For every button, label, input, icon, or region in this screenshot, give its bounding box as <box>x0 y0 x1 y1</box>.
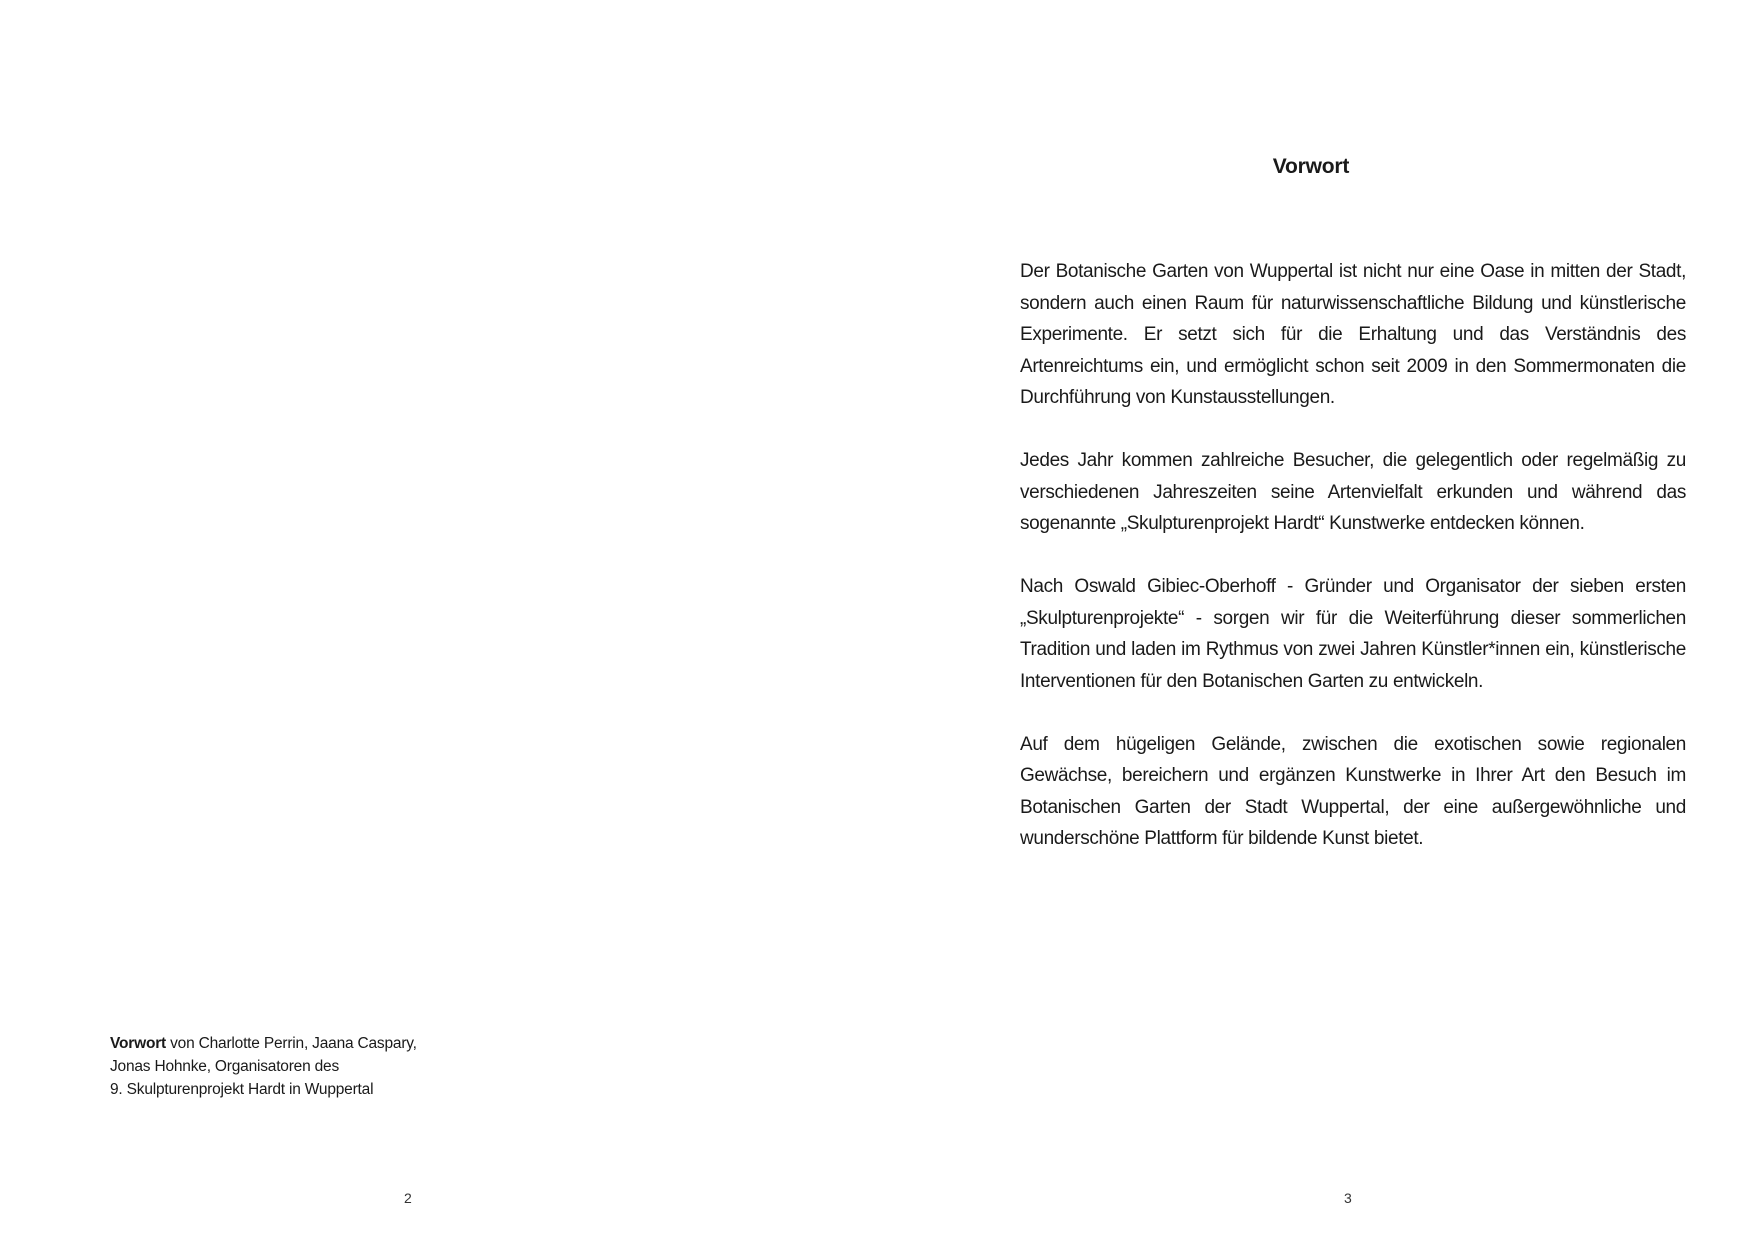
caption-line-1: von Charlotte Perrin, Jaana Caspary, <box>166 1035 417 1052</box>
body-text <box>1020 256 1686 886</box>
page-number-right: 3 <box>1344 1190 1352 1206</box>
paragraph-3: Nach Oswald Gibiec-Oberhoff - Gründer und Organisator der sieben ersten „Skulpturenprojekte“ - sorgen wir für die Weiterführung dieser sommerlichen Tradition und laden im Rythmus von zwei Jahren Künstler*innen ein, künstlerische Interventionen für den Botanischen Garten zu entwickeln. <box>1020 576 1686 692</box>
paragraph-1: Der Botanische Garten von Wuppertal ist nicht nur eine Oase in mitten der Stadt, sondern auch einen Raum für naturwissenschaftliche Bildung und künstlerische Experimente. Er setzt sich für die Erhaltung und das Verständnis des Artenreichtums ein, und ermöglicht schon seit 2009 in den Sommermonaten die Durchführung von Kunstausstellungen. <box>1020 261 1686 408</box>
caption-heading: Vorwort <box>110 1035 167 1052</box>
page-title: Vorwort <box>1272 155 1350 178</box>
right-page <box>874 0 1748 1240</box>
paragraph-4: Auf dem hügeligen Gelände, zwischen die exotischen sowie regionalen Gewächse, bereichern und ergänzen Kunstwerke in Ihrer Art den Besuch im Botanischen Garten der Stadt Wuppertal, der eine außergewöhnliche und wunderschöne Plattform für bildende Kunst bietet. <box>1020 733 1686 849</box>
credits-caption <box>110 1032 440 1101</box>
page-number-left: 2 <box>404 1190 412 1206</box>
caption-line-2: Jonas Hohnke, Organisatoren des <box>110 1058 340 1075</box>
paragraph-2: Jedes Jahr kommen zahlreiche Besucher, die gelegentlich oder regelmäßig zu verschiedenen Jahreszeiten seine Artenvielfalt erkunden und während das sogenannte „Skulpturenprojekt Hardt“ Kunstwerke entdecken können. <box>1020 450 1686 534</box>
caption-line-3: 9. Skulpturenprojekt Hardt in Wuppertal <box>110 1081 374 1098</box>
